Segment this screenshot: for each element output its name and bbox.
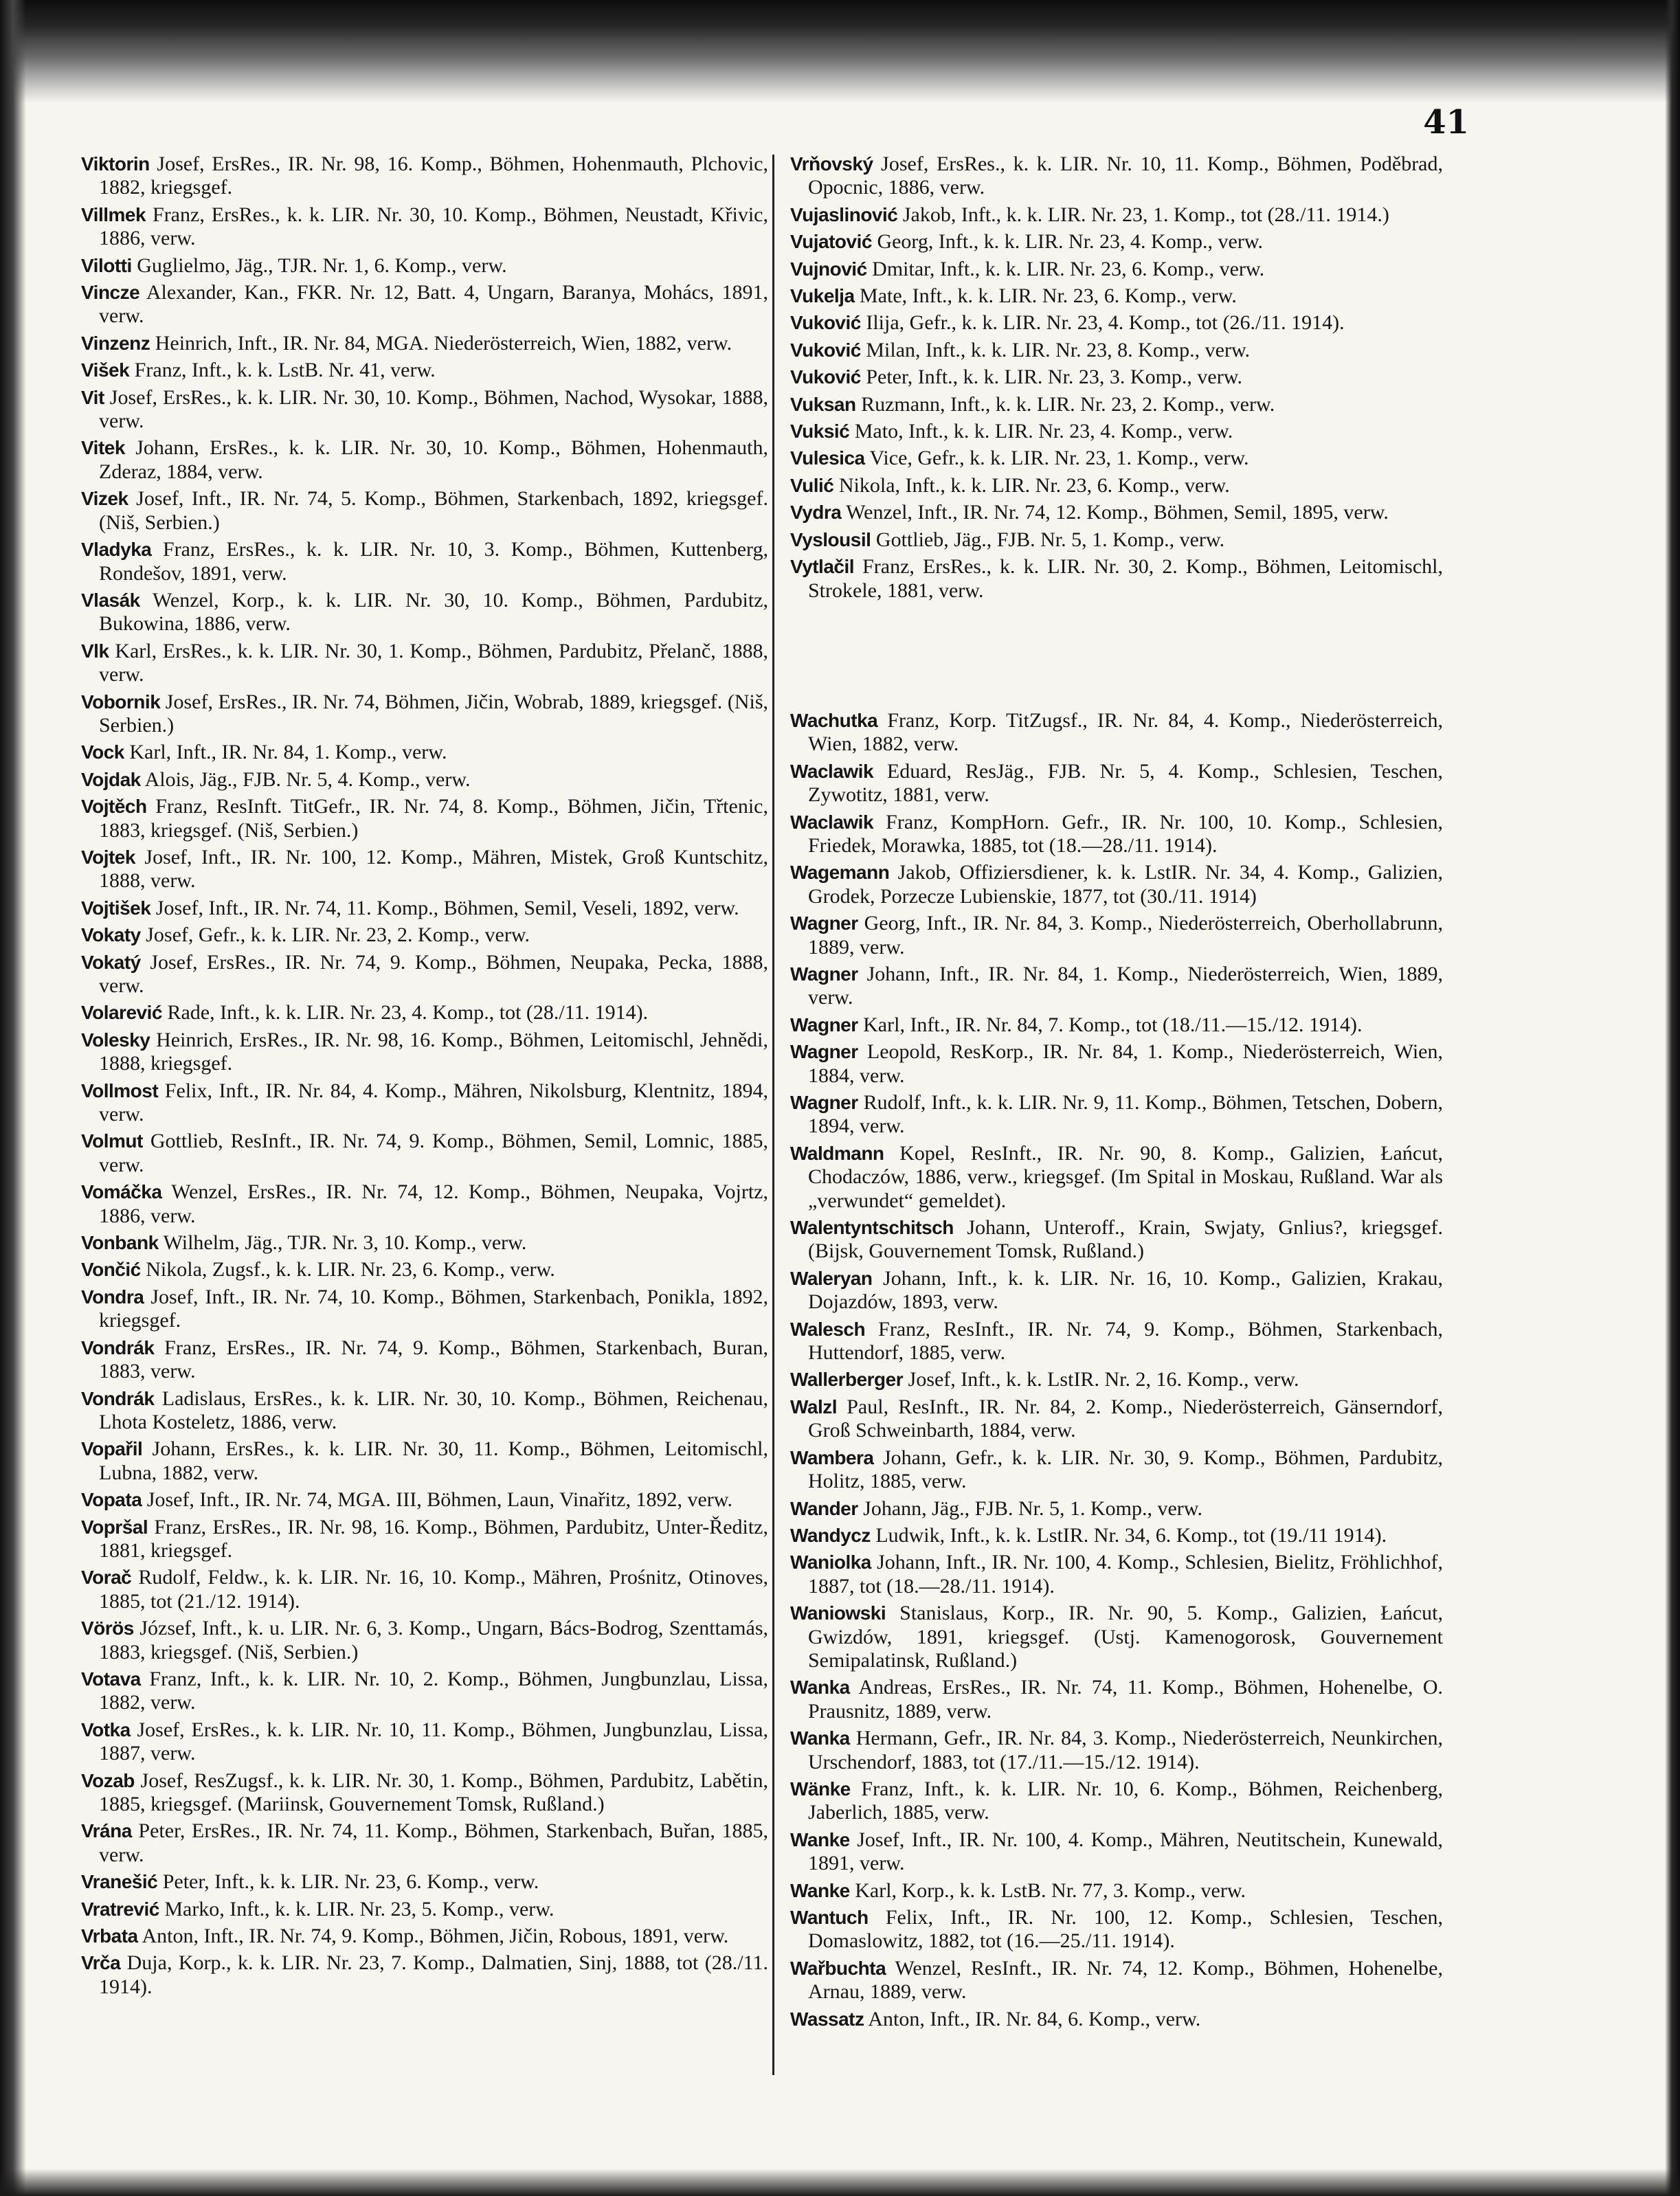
entry-details: Josef, Inft., k. k. LstIR. Nr. 2, 16. Komp., verw. [903, 1368, 1299, 1391]
list-entry [81, 768, 768, 792]
entry-surname: Wanke [790, 1879, 850, 1901]
entry-details: Stanislaus, Korp., IR. Nr. 90, 5. Komp., Galizien, Łańcut, Gwizdów, 1891, kriegsgef. (Ustj. Kamenogorosk, Gouvernement Semipalatinsk, Rußland.) [808, 1602, 1443, 1672]
entry-surname: Votka [81, 1718, 131, 1740]
list-entry [81, 1898, 768, 1921]
section-gap [790, 606, 1443, 709]
entry-details: Josef, ErsRes., IR. Nr. 74, 9. Komp., Böhmen, Neupaka, Pecka, 1888, verw. [99, 950, 768, 997]
entry-details: Rudolf, Feldw., k. k. LIR. Nr. 16, 10. Komp., Mähren, Prośnitz, Otinoves, 1885, tot (21./12. 1914). [99, 1566, 768, 1613]
entry-surname: Vozab [81, 1769, 135, 1791]
entry-details: Peter, Inft., k. k. LIR. Nr. 23, 3. Komp., verw. [860, 366, 1242, 389]
list-entry [81, 795, 768, 842]
entry-surname: Vitek [81, 437, 125, 459]
entry-surname: Volarević [81, 1002, 162, 1024]
entry-surname: Vyslousil [790, 528, 871, 550]
list-entry [790, 1040, 1443, 1088]
entry-surname: Vock [81, 741, 124, 763]
list-entry [81, 1258, 768, 1281]
scan-shadow-top [0, 0, 1680, 103]
entry-details: Gottlieb, ResInft., IR. Nr. 74, 9. Komp., Böhmen, Semil, Lomnic, 1885, verw. [99, 1130, 768, 1176]
list-entry [81, 741, 768, 764]
entry-details: Andreas, ErsRes., IR. Nr. 74, 11. Komp., Böhmen, Hohenelbe, O. Prausnitz, 1889, verw. [808, 1676, 1443, 1723]
entry-details: Josef, Inft., IR. Nr. 100, 12. Komp., Mähren, Mistek, Groß Kuntschitz, 1888, verw. [99, 845, 768, 893]
list-entry [81, 897, 768, 920]
entry-details: Milan, Inft., k. k. LIR. Nr. 23, 8. Komp., verw. [860, 338, 1251, 361]
list-entry [790, 1497, 1443, 1521]
list-entry [790, 912, 1443, 959]
entry-surname: Vokatý [81, 951, 141, 973]
list-entry [790, 1318, 1443, 1365]
entry-surname: Vulić [790, 474, 834, 496]
entry-surname: Vladyka [81, 539, 152, 561]
entry-surname: Vit [81, 386, 104, 408]
entry-details: Peter, Inft., k. k. LIR. Nr. 23, 6. Komp., verw. [157, 1870, 539, 1894]
list-entry [81, 1769, 768, 1817]
entry-details: Mato, Inft., k. k. LIR. Nr. 23, 4. Komp., verw. [849, 420, 1233, 443]
entry-details: Felix, Inft., IR. Nr. 84, 4. Komp., Mähren, Nikolsburg, Klentnitz, 1894, verw. [99, 1079, 768, 1126]
entry-surname: Waniowski [790, 1602, 886, 1624]
list-entry [81, 1029, 768, 1076]
column-divider [772, 155, 774, 2075]
entry-surname: Vuković [790, 339, 861, 361]
entry-surname: Volesky [81, 1029, 150, 1051]
list-entry [81, 538, 768, 585]
list-entry [790, 1396, 1443, 1443]
entry-details: Johann, Inft., IR. Nr. 100, 4. Komp., Schlesien, Bielitz, Fröhlichhof, 1887, tot (18.—28./11. 1914). [808, 1551, 1443, 1598]
entry-surname: Vojtišek [81, 897, 151, 919]
list-entry [790, 555, 1443, 603]
entry-details: Franz, ResInft., IR. Nr. 74, 9. Komp., Böhmen, Starkenbach, Huttendorf, 1885, verw. [808, 1317, 1443, 1365]
list-entry [790, 393, 1443, 416]
list-entry [81, 1079, 768, 1127]
list-entry [790, 203, 1443, 227]
entry-details: Josef, ErsRes., k. k. LIR. Nr. 10, 11. Komp., Böhmen, Jungbunzlau, Lissa, 1887, verw. [99, 1718, 768, 1765]
entry-surname: Wagner [790, 1041, 858, 1063]
list-entry [790, 420, 1443, 443]
entry-details: Josef, ErsRes., k. k. LIR. Nr. 10, 11. Komp., Böhmen, Poděbrad, Opocnic, 1886, verw. [808, 153, 1443, 199]
list-entry [790, 1957, 1443, 2004]
list-entry [790, 1828, 1443, 1876]
list-entry [790, 1727, 1443, 1774]
entry-surname: Vomáčka [81, 1181, 162, 1203]
list-entry [81, 1870, 768, 1894]
entry-details: Wenzel, ErsRes., IR. Nr. 74, 12. Komp., Böhmen, Neupaka, Vojrtz, 1886, verw. [99, 1180, 768, 1227]
entry-surname: Wanka [790, 1727, 850, 1749]
entry-details: Karl, Korp., k. k. LstB. Nr. 77, 3. Komp., verw. [849, 1879, 1246, 1902]
entry-details: József, Inft., k. u. LIR. Nr. 6, 3. Komp., Ungarn, Bács-Bodrog, Szenttamás, 1883, kriegsgef. (Niš, Serbien.) [99, 1617, 768, 1663]
entry-details: Felix, Inft., IR. Nr. 100, 12. Komp., Schlesien, Teschen, Domaslowitz, 1882, tot (16.—25./11. 1914). [808, 1906, 1443, 1953]
entry-details: Alexander, Kan., FKR. Nr. 12, Batt. 4, Ungarn, Baranya, Mohács, 1891, verw. [99, 281, 768, 328]
scan-shadow-left [0, 0, 26, 2196]
entry-surname: Wagner [790, 912, 858, 934]
entry-details: Hermann, Gefr., IR. Nr. 84, 3. Komp., Niederösterreich, Neunkirchen, Urschendorf, 1883, tot (17./11.—15./12. 1914). [808, 1727, 1443, 1773]
entry-details: Kopel, ResInft., IR. Nr. 90, 8. Komp., Galizien, Łańcut, Chodaczów, 1886, verw., kriegsgef. (Im Spital in Moskau, Rußland. War als „verwundet“ gemeldet). [808, 1141, 1443, 1212]
list-entry [790, 1676, 1443, 1723]
list-entry [81, 846, 768, 893]
list-entry [790, 284, 1443, 308]
list-entry [81, 153, 768, 200]
entry-details: Eduard, ResJäg., FJB. Nr. 5, 4. Komp., Schlesien, Teschen, Zywotitz, 1881, verw. [808, 759, 1443, 807]
list-entry [81, 1286, 768, 1333]
right-column-v-entries [790, 153, 1443, 603]
entry-surname: Vuković [790, 312, 861, 334]
entry-details: Franz, ErsRes., k. k. LIR. Nr. 30, 2. Komp., Böhmen, Leitomischl, Strokele, 1881, verw. [808, 555, 1443, 602]
entry-surname: Vranešić [81, 1871, 158, 1893]
entry-surname: Vuković [790, 366, 861, 388]
list-entry [81, 359, 768, 382]
entry-details: Josef, ErsRes., IR. Nr. 98, 16. Komp., Böhmen, Hohenmauth, Plchovic, 1882, kriegsgef. [99, 153, 768, 199]
entry-surname: Wänke [790, 1778, 851, 1800]
entry-details: Anton, Inft., IR. Nr. 84, 6. Komp., verw. [864, 2007, 1201, 2030]
list-entry [790, 1013, 1443, 1037]
list-entry [81, 1130, 768, 1177]
list-entry [81, 254, 768, 278]
entry-surname: Villmek [81, 203, 146, 225]
entry-details: Wenzel, Korp., k. k. LIR. Nr. 30, 10. Komp., Böhmen, Pardubitz, Bukowina, 1886, verw. [99, 588, 768, 636]
right-column-w-entries [790, 709, 1443, 2031]
entry-surname: Votava [81, 1668, 141, 1690]
entry-details: Ilija, Gefr., k. k. LIR. Nr. 23, 4. Komp., tot (26./11. 1914). [860, 311, 1345, 335]
entry-surname: Volmut [81, 1130, 143, 1152]
entry-details: Josef, Inft., IR. Nr. 100, 4. Komp., Mähren, Neutitschein, Kunewald, 1891, verw. [808, 1828, 1443, 1875]
list-entry [81, 487, 768, 535]
entry-details: Paul, ResInft., IR. Nr. 84, 2. Komp., Niederösterreich, Gänserndorf, Groß Schweinbarth, 1884, verw. [808, 1395, 1443, 1442]
list-entry [81, 1819, 768, 1867]
entry-details: Jakob, Inft., k. k. LIR. Nr. 23, 1. Komp., tot (28./11. 1914.) [897, 203, 1389, 226]
entry-details: Nikola, Inft., k. k. LIR. Nr. 23, 6. Komp., verw. [833, 473, 1230, 497]
entry-details: Josef, Inft., IR. Nr. 74, 10. Komp., Böhmen, Starkenbach, Ponikla, 1892, kriegsgef. [99, 1285, 768, 1332]
entry-surname: Vratrević [81, 1898, 159, 1920]
entry-details: Johann, ErsRes., k. k. LIR. Nr. 30, 10. Komp., Böhmen, Hohenmauth, Zderaz, 1884, verw. [99, 436, 768, 483]
list-entry [790, 1524, 1443, 1547]
entry-details: Johann, Gefr., k. k. LIR. Nr. 30, 9. Komp., Böhmen, Pardubitz, Holitz, 1885, verw. [808, 1446, 1443, 1493]
list-entry [790, 1602, 1443, 1672]
entry-surname: Višek [81, 359, 130, 381]
entry-surname: Vondrák [81, 1387, 155, 1409]
entry-surname: Wagner [790, 963, 858, 985]
entry-details: Heinrich, Inft., IR. Nr. 84, MGA. Niederösterreich, Wien, 1882, verw. [150, 331, 732, 355]
entry-surname: Wagner [790, 1013, 858, 1035]
entry-surname: Vončić [81, 1259, 141, 1281]
entry-details: Marko, Inft., k. k. LIR. Nr. 23, 5. Komp., verw. [159, 1897, 555, 1920]
entry-details: Mate, Inft., k. k. LIR. Nr. 23, 6. Komp., verw. [854, 284, 1237, 308]
list-entry [790, 2008, 1443, 2031]
entry-surname: Vinzenz [81, 332, 150, 354]
entry-surname: Vrbata [81, 1925, 138, 1947]
entry-details: Karl, ErsRes., k. k. LIR. Nr. 30, 1. Komp., Böhmen, Pardubitz, Přelanč, 1888, verw. [99, 639, 768, 686]
entry-surname: Wantuch [790, 1907, 869, 1928]
entry-surname: Walentyntschitsch [790, 1217, 954, 1239]
entry-surname: Vopršal [81, 1516, 148, 1538]
entry-details: Peter, ErsRes., IR. Nr. 74, 11. Komp., Böhmen, Starkenbach, Buřan, 1885, verw. [99, 1819, 768, 1866]
entry-details: Ladislaus, ErsRes., k. k. LIR. Nr. 30, 10. Komp., Böhmen, Reichenau, Lhota Kosteletz, 1886, verw. [99, 1387, 768, 1433]
list-entry [790, 811, 1443, 858]
entry-surname: Vrňovský [790, 153, 873, 175]
entry-surname: Vizek [81, 488, 128, 510]
list-entry [81, 1718, 768, 1766]
entry-surname: Waldmann [790, 1142, 884, 1164]
entry-surname: Vilotti [81, 254, 132, 276]
entry-surname: Vuksan [790, 393, 856, 415]
entry-details: Leopold, ResKorp., IR. Nr. 84, 1. Komp., Niederösterreich, Wien, 1884, verw. [808, 1040, 1443, 1087]
list-entry [790, 153, 1443, 200]
entry-surname: Vondra [81, 1286, 144, 1308]
list-entry [790, 501, 1443, 524]
entry-surname: Wassatz [790, 2008, 864, 2030]
list-entry [81, 1336, 768, 1384]
list-entry [81, 1387, 768, 1435]
entry-surname: Vojtěch [81, 796, 147, 818]
entry-details: Dmitar, Inft., k. k. LIR. Nr. 23, 6. Komp., verw. [866, 257, 1265, 280]
entry-details: Duja, Korp., k. k. LIR. Nr. 23, 7. Komp., Dalmatien, Sinj, 1888, tot (28./11. 1914). [99, 1951, 768, 1998]
list-entry [81, 1617, 768, 1664]
entry-surname: Wanka [790, 1677, 850, 1699]
entry-surname: Wandycz [790, 1524, 871, 1546]
entry-surname: Wanke [790, 1828, 850, 1850]
entry-surname: Vollmost [81, 1079, 159, 1101]
list-entry [81, 589, 768, 636]
entry-surname: Wachutka [790, 709, 878, 731]
entry-details: Franz, Korp. TitZugsf., IR. Nr. 84, 4. Komp., Niederösterreich, Wien, 1882, verw. [808, 708, 1443, 756]
entry-surname: Waniolka [790, 1551, 871, 1573]
list-entry [81, 1180, 768, 1228]
list-entry [790, 447, 1443, 470]
list-entry [790, 1879, 1443, 1903]
entry-surname: Vuksić [790, 421, 850, 442]
entry-details: Wenzel, Inft., IR. Nr. 74, 12. Komp., Böhmen, Semil, 1895, verw. [841, 501, 1389, 524]
entry-details: Wilhelm, Jäg., TJR. Nr. 3, 10. Komp., verw. [158, 1231, 527, 1255]
entry-details: Alois, Jäg., FJB. Nr. 5, 4. Komp., verw. [140, 768, 471, 791]
entry-surname: Vörös [81, 1617, 134, 1639]
scan-shadow-bottom [0, 2169, 1680, 2196]
list-entry [81, 386, 768, 434]
list-entry [81, 951, 768, 998]
list-entry [790, 1906, 1443, 1953]
list-entry [81, 640, 768, 687]
list-entry [790, 709, 1443, 757]
list-entry [81, 1231, 768, 1255]
entry-details: Wenzel, ResInft., IR. Nr. 74, 12. Komp., Böhmen, Hohenelbe, Arnau, 1889, verw. [808, 1956, 1443, 2004]
entry-surname: Walesch [790, 1318, 866, 1340]
entry-surname: Vokaty [81, 924, 141, 946]
entry-surname: Vonbank [81, 1232, 159, 1254]
entry-details: Karl, Inft., IR. Nr. 84, 7. Komp., tot (18./11.—15./12. 1914). [858, 1013, 1363, 1036]
right-column [790, 153, 1443, 2159]
list-entry [790, 258, 1443, 281]
entry-details: Franz, Inft., k. k. LIR. Nr. 10, 2. Komp., Böhmen, Jungbunzlau, Lissa, 1882, verw. [99, 1667, 768, 1714]
page-number: 41 [1423, 103, 1469, 142]
entry-details: Josef, Inft., IR. Nr. 74, 11. Komp., Böhmen, Semil, Veseli, 1892, verw. [150, 896, 739, 919]
entry-details: Franz, ErsRes., k. k. LIR. Nr. 30, 10. Komp., Böhmen, Neustadt, Křivic, 1886, verw. [99, 203, 768, 250]
entry-surname: Vukelja [790, 285, 855, 307]
entry-details: Josef, ErsRes., k. k. LIR. Nr. 30, 10. Komp., Böhmen, Nachod, Wysokar, 1888, verw. [99, 385, 768, 433]
entry-surname: Wallerberger [790, 1369, 904, 1391]
entry-details: Johann, Inft., IR. Nr. 84, 1. Komp., Niederösterreich, Wien, 1889, verw. [808, 962, 1443, 1009]
entry-surname: Waclawik [790, 760, 874, 782]
list-entry [790, 963, 1443, 1010]
list-entry [81, 203, 768, 251]
list-entry [81, 923, 768, 947]
list-entry [790, 1446, 1443, 1494]
list-entry [790, 1142, 1443, 1213]
entry-surname: Wagemann [790, 862, 890, 884]
entry-details: Heinrich, ErsRes., IR. Nr. 98, 16. Komp., Böhmen, Leitomischl, Jehnědi, 1888, kriegsgef. [99, 1028, 768, 1075]
entry-surname: Vojdak [81, 768, 141, 790]
list-entry [81, 1488, 768, 1512]
entry-surname: Vojtek [81, 846, 135, 868]
list-entry [790, 528, 1443, 552]
list-entry [790, 230, 1443, 254]
entry-details: Franz, Inft., k. k. LIR. Nr. 10, 6. Komp., Böhmen, Reichenberg, Jaberlich, 1885, verw. [808, 1777, 1443, 1824]
entry-details: Karl, Inft., IR. Nr. 84, 1. Komp., verw. [124, 741, 447, 764]
entry-surname: Wařbuchta [790, 1957, 886, 1979]
entry-surname: Waclawik [790, 811, 874, 833]
entry-details: Nikola, Zugsf., k. k. LIR. Nr. 23, 6. Komp., verw. [140, 1258, 555, 1281]
entry-surname: Vopařil [81, 1438, 143, 1460]
list-entry [81, 1437, 768, 1485]
entry-details: Rade, Inft., k. k. LIR. Nr. 23, 4. Komp., tot (28./11. 1914). [161, 1001, 649, 1024]
entry-details: Georg, Inft., IR. Nr. 84, 3. Komp., Niederösterreich, Oberhollabrunn, 1889, verw. [808, 912, 1443, 959]
entry-surname: Wander [790, 1497, 858, 1519]
list-entry [81, 1925, 768, 1948]
scan-shadow-right [1665, 0, 1680, 2196]
entry-details: Franz, ResInft. TitGefr., IR. Nr. 74, 8. Komp., Böhmen, Jičin, Třtenic, 1883, kriegsgef. (Niš, Serbien.) [99, 795, 768, 842]
list-entry [790, 311, 1443, 335]
list-entry [81, 1001, 768, 1024]
entry-surname: Vytlačil [790, 556, 855, 578]
entry-surname: Vopata [81, 1489, 142, 1511]
entry-details: Georg, Inft., k. k. LIR. Nr. 23, 4. Komp., verw. [871, 230, 1264, 254]
entry-surname: Vulesica [790, 447, 865, 469]
list-entry [81, 332, 768, 355]
left-column [81, 153, 768, 2159]
entry-surname: Waleryan [790, 1267, 873, 1289]
list-entry [81, 436, 768, 484]
entry-surname: Wagner [790, 1092, 858, 1113]
entry-surname: Vujnović [790, 258, 867, 280]
entry-surname: Vlasák [81, 589, 140, 611]
entry-surname: Vlk [81, 640, 109, 662]
entry-details: Franz, ErsRes., k. k. LIR. Nr. 10, 3. Komp., Böhmen, Kuttenberg, Rondešov, 1891, verw. [99, 538, 768, 585]
list-entry [81, 691, 768, 738]
list-entry [81, 1516, 768, 1563]
entry-surname: Vondrák [81, 1336, 155, 1358]
list-entry [790, 861, 1443, 908]
list-entry [790, 474, 1443, 497]
entry-details: Guglielmo, Jäg., TJR. Nr. 1, 6. Komp., verw. [131, 254, 507, 277]
entry-details: Josef, Gefr., k. k. LIR. Nr. 23, 2. Komp., verw. [140, 923, 530, 947]
entry-details: Anton, Inft., IR. Nr. 74, 9. Komp., Böhmen, Jičin, Robous, 1891, verw. [137, 1925, 729, 1948]
entry-details: Johann, ErsRes., k. k. LIR. Nr. 30, 11. Komp., Böhmen, Leitomischl, Lubna, 1882, verw. [99, 1437, 768, 1484]
list-entry [81, 281, 768, 328]
list-entry [81, 1566, 768, 1613]
entry-details: Vice, Gefr., k. k. LIR. Nr. 23, 1. Komp., verw. [864, 447, 1249, 470]
entry-surname: Vydra [790, 502, 842, 524]
entry-surname: Vujatović [790, 231, 872, 253]
entry-details: Johann, Jäg., FJB. Nr. 5, 1. Komp., verw. [858, 1497, 1203, 1520]
entry-surname: Walzl [790, 1396, 838, 1418]
entry-details: Franz, Inft., k. k. LstB. Nr. 41, verw. [129, 359, 436, 382]
list-entry [81, 1951, 768, 1999]
list-entry [790, 1216, 1443, 1264]
entry-details: Jakob, Offiziersdiener, k. k. LstIR. Nr. 34, 4. Komp., Galizien, Grodek, Porzecze Lubienskie, 1877, tot (30./11. 1914) [808, 861, 1443, 908]
entry-details: Josef, Inft., IR. Nr. 74, 5. Komp., Böhmen, Starkenbach, 1892, kriegsgef. (Niš, Serbien.) [99, 487, 768, 534]
entry-details: Ruzmann, Inft., k. k. LIR. Nr. 23, 2. Komp., verw. [855, 392, 1275, 416]
entry-details: Johann, Unteroff., Krain, Swjaty, Gnlius?, kriegsgef. (Bijsk, Gouvernement Tomsk, Rußland.) [808, 1216, 1443, 1263]
entry-surname: Wambera [790, 1446, 874, 1468]
entry-surname: Vorač [81, 1567, 132, 1589]
entry-details: Ludwik, Inft., k. k. LstIR. Nr. 34, 6. Komp., tot (19./11 1914). [870, 1523, 1387, 1547]
list-entry [790, 1267, 1443, 1314]
list-entry [790, 1778, 1443, 1825]
entry-details: Franz, ErsRes., IR. Nr. 74, 9. Komp., Böhmen, Starkenbach, Buran, 1883, verw. [99, 1336, 768, 1383]
entry-details: Josef, ResZugsf., k. k. LIR. Nr. 30, 1. Komp., Böhmen, Pardubitz, Labětin, 1885, kriegsgef. (Mariinsk, Gouvernement Tomsk, Rußland.) [99, 1769, 768, 1815]
list-entry [790, 366, 1443, 389]
entry-details: Josef, ErsRes., IR. Nr. 74, Böhmen, Jičin, Wobrab, 1889, kriegsgef. (Niš, Serbien.) [99, 690, 768, 737]
entry-surname: Vobornik [81, 691, 161, 713]
entry-surname: Viktorin [81, 153, 150, 175]
entry-details: Josef, Inft., IR. Nr. 74, MGA. III, Böhmen, Laun, Vinařitz, 1892, verw. [142, 1488, 732, 1512]
entry-surname: Vincze [81, 282, 140, 304]
entry-details: Johann, Inft., k. k. LIR. Nr. 16, 10. Komp., Galizien, Krakau, Dojazdów, 1893, verw. [808, 1266, 1443, 1314]
entry-surname: Vrča [81, 1952, 121, 1974]
entry-details: Rudolf, Inft., k. k. LIR. Nr. 9, 11. Komp., Böhmen, Tetschen, Dobern, 1894, verw. [808, 1091, 1443, 1138]
list-entry [790, 1551, 1443, 1598]
entry-details: Franz, ErsRes., IR. Nr. 98, 16. Komp., Böhmen, Pardubitz, Unter-Ředitz, 1881, kriegsgef. [99, 1515, 768, 1562]
list-entry [790, 760, 1443, 807]
entry-details: Gottlieb, Jäg., FJB. Nr. 5, 1. Komp., verw. [871, 528, 1225, 551]
list-entry [790, 1091, 1443, 1139]
list-entry [790, 339, 1443, 362]
entry-surname: Vrána [81, 1820, 132, 1842]
list-entry [81, 1668, 768, 1715]
entry-details: Franz, KompHorn. Gefr., IR. Nr. 100, 10. Komp., Schlesien, Friedek, Morawka, 1885, tot (18.—28./11. 1914). [808, 810, 1443, 857]
entry-surname: Vujaslinović [790, 203, 898, 225]
list-entry [790, 1368, 1443, 1391]
